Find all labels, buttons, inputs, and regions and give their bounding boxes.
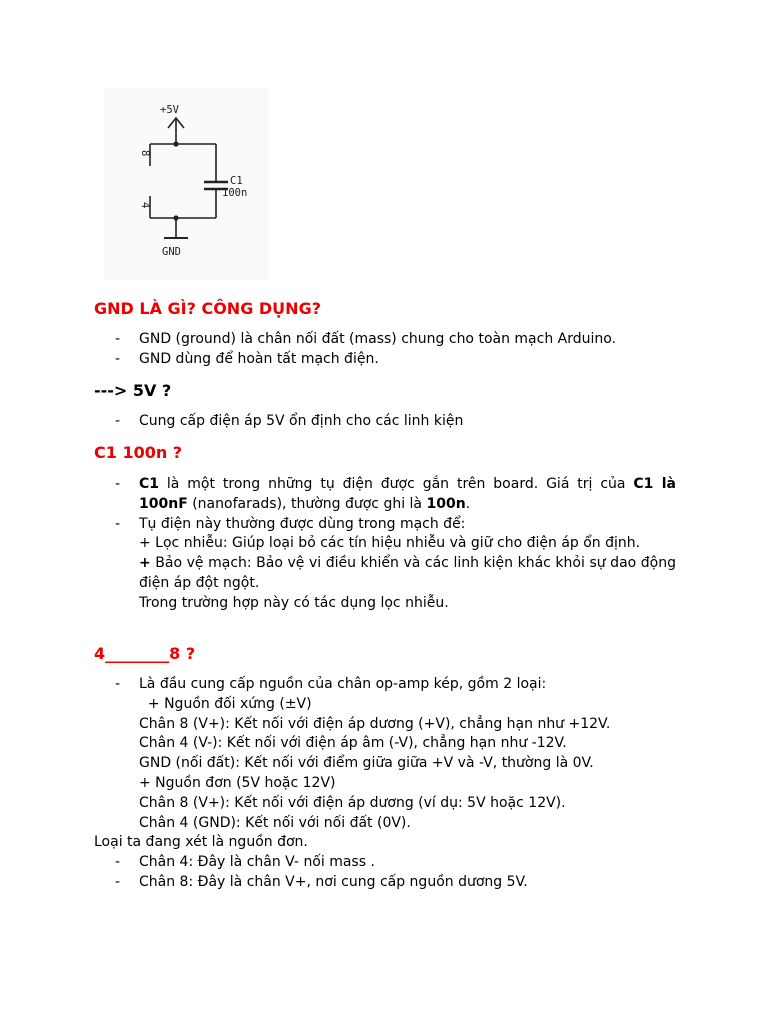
list-item-text: Chân 8: Đây là chân V+, nơi cung cấp nguồn dương 5V. xyxy=(139,873,528,890)
sub-line: Trong trường hợp này có tác dụng lọc nhiễu. xyxy=(139,594,449,611)
sub-line xyxy=(94,554,694,594)
bullet-dash: - xyxy=(115,854,121,871)
list-item xyxy=(94,350,694,370)
heading-5v: ---> 5V ? xyxy=(94,381,172,400)
bold-text: + xyxy=(139,555,151,572)
sub-line: Chân 4 (GND): Kết nối với nối đất (0V). xyxy=(139,814,411,831)
cap-value-label: 100n xyxy=(222,187,248,199)
list-item-text: Là đầu cung cấp nguồn của chân op-amp kép, gồm 2 loại: xyxy=(139,676,547,692)
circuit-schematic xyxy=(104,88,268,280)
bullet-dash: - xyxy=(115,476,121,492)
sub-line: + Nguồn đối xứng (±V) xyxy=(139,695,312,712)
cap-name-label: C1 xyxy=(230,175,243,187)
bold-text: 100n xyxy=(426,495,466,512)
list-item xyxy=(94,515,694,535)
inline-text: Bảo vệ mạch: Bảo vệ vi điều khiển và các linh kiện khác khỏi sự dao động điện áp đột ngột. xyxy=(139,555,676,591)
gnd-list xyxy=(94,330,694,370)
inline-text: . xyxy=(465,495,471,512)
heading-pins: 4________8 ? xyxy=(94,644,196,663)
list-item-text: GND (ground) là chân nối đất (mass) chung cho toàn mạch Arduino. xyxy=(139,331,617,347)
bold-text: C1 xyxy=(139,476,160,492)
junction-dot-bottom xyxy=(173,215,178,220)
list-item xyxy=(94,873,694,893)
bullet-dash: - xyxy=(115,873,121,890)
schematic-drawing xyxy=(104,88,268,280)
sub-line: Chân 8 (V+): Kết nối với điện áp dương (ví dụ: 5V hoặc 12V). xyxy=(139,794,566,811)
v5-list xyxy=(94,412,694,432)
list-item-text: GND dùng để hoàn tất mạch điện. xyxy=(139,350,379,367)
sub-line: + Nguồn đơn (5V hoặc 12V) xyxy=(139,774,336,791)
pins-list xyxy=(94,675,694,893)
bullet-dash: - xyxy=(115,676,121,692)
heading-gnd: GND LÀ GÌ? CÔNG DỤNG? xyxy=(94,299,321,318)
ground-label: GND xyxy=(162,246,181,258)
sub-line: + Lọc nhiễu: Giúp loại bỏ các tín hiệu nhiễu và giữ cho điện áp ổn định. xyxy=(139,535,641,552)
note-line: Loại ta đang xét là nguồn đơn. xyxy=(94,834,308,851)
list-item-text: Chân 4: Đây là chân V- nối mass . xyxy=(139,854,375,871)
list-item xyxy=(94,853,694,873)
bullet-dash: - xyxy=(115,331,121,347)
list-item xyxy=(94,330,694,350)
c1-list xyxy=(94,475,694,614)
list-item xyxy=(94,412,694,432)
bullet-dash: - xyxy=(115,350,121,367)
list-item-text: Tụ điện này thường được dùng trong mạch để: xyxy=(139,515,466,532)
bold-text: C1 là 100nF xyxy=(139,476,676,512)
bullet-dash: - xyxy=(115,515,121,532)
inline-text: là một trong những tụ điện được gắn trên board. Giá trị của xyxy=(159,476,634,492)
sub-line: GND (nối đất): Kết nối với điểm giữa giữa +V và -V, thường là 0V. xyxy=(139,755,594,772)
junction-dot-top xyxy=(173,141,178,146)
list-item xyxy=(94,475,694,515)
pin-top-label: 8 xyxy=(139,150,151,157)
sub-line: Chân 8 (V+): Kết nối với điện áp dương (+V), chẳng hạn như +12V. xyxy=(139,715,611,732)
list-item-text: Cung cấp điện áp 5V ổn định cho các linh kiện xyxy=(139,413,464,429)
supply-label: +5V xyxy=(160,104,179,116)
bullet-dash: - xyxy=(115,413,121,429)
list-item xyxy=(94,675,694,695)
inline-text: (nanofarads), thường được ghi là xyxy=(187,495,427,512)
heading-c1: C1 100n ? xyxy=(94,443,183,462)
sub-line: Chân 4 (V-): Kết nối với điện áp âm (-V), chẳng hạn như -12V. xyxy=(139,735,567,752)
pin-bottom-label: 4 xyxy=(139,202,151,209)
